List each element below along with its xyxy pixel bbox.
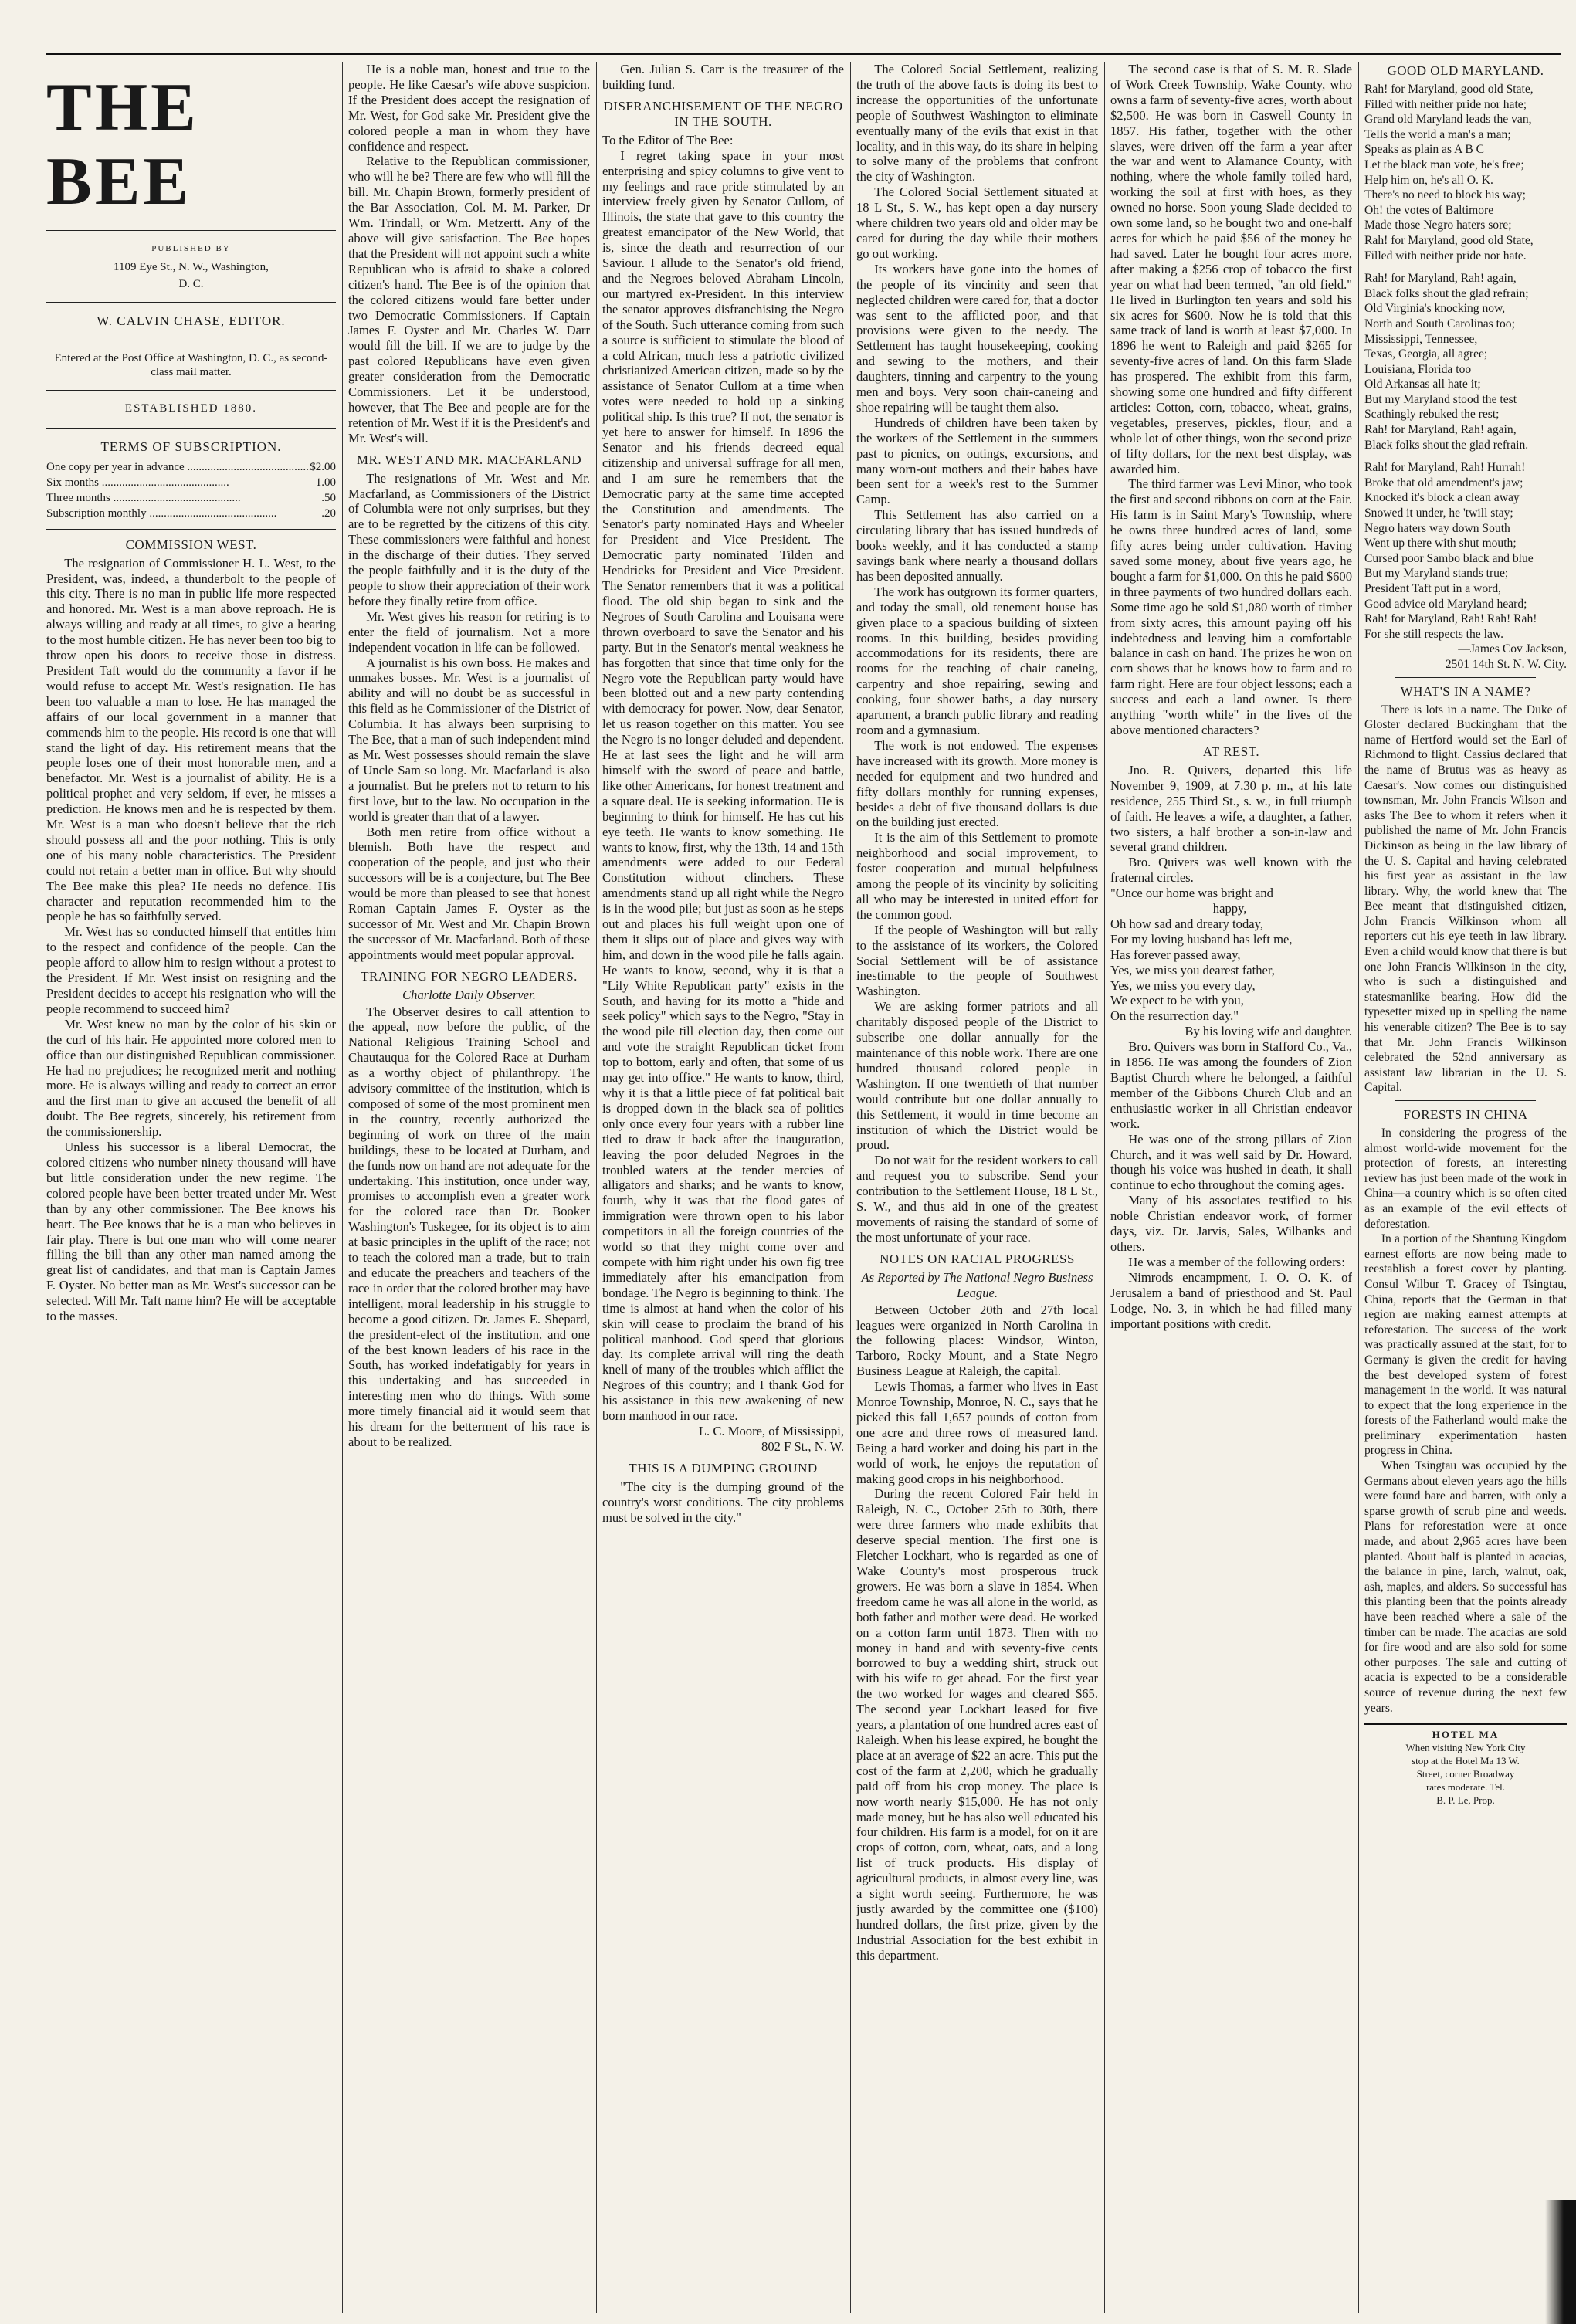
headline-at-rest: AT REST.	[1202, 744, 1260, 759]
paragraph: Lewis Thomas, a farmer who lives in East Monroe Township, Monroe, N. C., says that he picked this fall 1,657 pounds of cotton from one acre and three rows of measured land. Being a hard worker and doing his part in the world of work, he enjoys the reputation of making good crops in his neighborhood.	[856, 1379, 1098, 1486]
verse-line: Negro haters way down South	[1364, 521, 1510, 535]
paragraph: If the people of Washington will but rally to the assistance of its workers, the Colored Social Settlement will be of assistance inestimable to the people of Southwest Washington.	[856, 922, 1098, 999]
published-by: PUBLISHED BY	[151, 244, 231, 253]
verse-line: Mississippi, Tennessee,	[1364, 332, 1478, 346]
verse-line: Rah! for Maryland, good old State,	[1364, 233, 1534, 247]
verse-line: Knocked it's block a clean away	[1364, 491, 1520, 505]
headline-racial-progress: NOTES ON RACIAL PROGRESS	[880, 1251, 1075, 1266]
verse-line: Made those Negro haters sore;	[1364, 219, 1512, 232]
verse-line: Old Virginia's knocking now,	[1364, 302, 1506, 316]
address-line-2: D. C.	[178, 277, 204, 290]
verse-line: But my Maryland stood the test	[1364, 392, 1517, 406]
paragraph: The second case is that of S. M. R. Slade of Work Creek Township, Wake County, who owns a farm of seventy-five acres, worth about $2,500. He was born in Caswell County in 1857. His father, together with the other slaves, were driven off the farm a year after the war and went to Alamance County, with nothing, where the whole family toiled hard, working the soil at first with hoes, as they owned no horse. Soon young Slade decided to own some land, so he bought two and one-half acres for which he paid $56 of the money he had saved. Later he bought four acres more, after making a $256 crop of tobacco the first year on what had been termed, "an old field." He lived in Burlington ten years and sold his six acres for $600. Now he is told that this same track of land is worth at least $7,000. In 1896 he went to Raleigh and paid $265 for seventy-five acres of land. On this farm Slade has prospered. The exhibit from this farm, showing some one hundred and fifty different articles: Cotton, corn, tobacco, wheat, grains, vegetables, preserves, pickles, flour, and a whole lot of other things, won the second prize of fifty dollars, for the next best display, was awarded him.	[1110, 62, 1352, 476]
paragraph: When Tsingtau was occupied by the Germans about eleven years ago the hills were found bare and barren, with only a sparse growth of scrub pine and weeds. Plans for reforestation were at once made, and about 2,965 acres have been planted. About half is planted in acacias, the balance in pine, larch, walnut, oak, ash, maples, and alders. So successful has this planting been that the points already have been reached where a sale of the timber can be made. The acacias are sold for fire wood and are also sold for some other purposes. The sale and cutting of acacia is expected to be a considerable source of revenue during the next few years.	[1364, 1459, 1567, 1715]
headline-disfranchisement: DISFRANCHISEMENT OF THE NEGRO IN THE SOUTH.	[603, 98, 843, 129]
hotel-ad-line: Street, corner Broadway	[1416, 1768, 1515, 1780]
masthead	[46, 71, 336, 429]
verse-line: Yes, we miss you every day,	[1110, 977, 1256, 993]
salutation: To the Editor of The Bee:	[602, 132, 734, 147]
paragraph: The resignation of Commissioner H. L. West, to the President, was, indeed, a thunderbolt to the people of this city. There is no man in public life more respected and honored. Mr. West is a man above reproach. He is always willing and ready at all times, to give a hearing to the most humble citizen. He has never been too big to throw open his doors to receive those in distress. President Taft would do the community a favor if he would refuse to accept Mr. West's resignation. He has been too valuable a man to lose. He has managed the affairs of our local government in a manner that commends him to the people. His record is one that will stand the light of day. His retirement means that the people loses one of their most honorable men, and a benefactor. Mr. West is a journalist of ability. He is a political prophet and very seldom, if ever, he misses a prediction. He knows men and he is respected by them. Mr. West is a man who doesn't believe that the rich should possess all and the poor nothing. This is only one of his many noble characteristics. The President could not retain a better man in office. But why should The Bee make this plea? He needs no defence. His character and reputation recommended him to the people he has so faithfully served.	[46, 555, 336, 924]
paragraph: The work is not endowed. The expenses have increased with its growth. More money is needed for equipment and two hundred and fifty dollars monthly for running expenses, besides a debt of five thousand dollars is due on the building just erected.	[856, 737, 1098, 830]
paragraph: Gen. Julian S. Carr is the treasurer of the building fund.	[602, 62, 844, 92]
headline-dumping-ground: THIS IS A DUMPING GROUND	[629, 1460, 818, 1475]
paragraph: There is lots in a name. The Duke of Gloster declared Buckingham that the name of Hertford would set the Earl of Richmond to flight. Cassius declared that the name of Brutus was as heavy as Caesar's. Now comes our distinguished townsman, Mr. John Francis Wilson and asks The Bee to whom it refers when it published the name of Mr. John Francis Dickinson as being in the law library of the U. S. Capital and having celebrated his first year as assistant in the law library. Why, the world knew that The Bee meant that distinguished citizen, John Francis Wilkinson whom all reporters cut his eye teeth in law library. Even a child would know that there is but one John Francis Wilkinson in the city, who is such a distinguished and statesmanlike bearing. How did the typesetter mixed up in spelling the name his venerable citizen? The Bee is to say that Mr. John Francis Wilkinson celebrated the 52nd anniversary as assistant law librarian in the U. S. Capital.	[1364, 703, 1567, 1095]
column-1	[46, 62, 336, 2315]
column-6	[1364, 62, 1567, 2315]
paragraph: It is the aim of this Settlement to promote neighborhood and social improvement, to foster cooperation and mutual helpfulness among the people of its vincinity by soliciting all who may be interested in united effort for the common good.	[856, 830, 1098, 922]
signature: 2501 14th St. N. W. City.	[1445, 657, 1567, 671]
hotel-ad-line: stop at the Hotel Ma 13 W.	[1412, 1755, 1520, 1767]
verse-line: Oh! the votes of Baltimore	[1364, 203, 1494, 217]
verse-line: happy,	[1212, 901, 1247, 916]
editor-name: W. CALVIN CHASE, EDITOR.	[97, 313, 286, 328]
verse-line: But my Maryland stands true;	[1364, 567, 1509, 581]
masthead-title: THE BEE	[46, 70, 199, 219]
signature: 802 F St., N. W.	[761, 1438, 844, 1454]
paragraph: I regret taking space in your most enterprising and spicy columns to give vent to my feelings and race pride stimulated by an interview freely given by Senator Cullom, of Illinois, the state that gave to this country the greatest emancipator of the New World, that is, since the death and resurrection of our Saviour. I allude to the Senator's old friend, and the Negroes beloved Abraham Lincoln, our martyred ex-President. In this interview the senator approves disfranchising the Negro of the South. Such utterance coming from such a source is sufficient to stimulate the blood of a cold African, much less a patriotic civilized christianized American citizen, made so by the assistance of Senator Cullom at a time when votes were needed to hold up a sinking political ship. Is this true? If not, the senator is yet here to answer for himself. In 1896 the Senator and his friends decreed equal citizenship and universal suffrage for all men, and I am sure he remembers that the Democratic party at the same time accepted the Constitution and amendments. The Senator's party nominated Hays and Wheeler for President and Vice President. The Democratic party nominated Tilden and Hendricks for President and Vice President. The Senator remembers that it was a political flood. The old ship began to sink and the Negroes of South Carolina and Louisana were thrown overboard to save the Senator and his party. But in the Senator's mental weakness he has forgotten that since that time only for the Negro vote the Republican party would have been blotted out and a new party contending with democracy for power. Now, dear Senator, let us reason together on this matter. You see the Negro is no longer deluded and dependent. He at last sees the light and he will arm himself with the sword of peace and battle, like other Americans, for honest treatment and a square deal. He is seeking information. He is beginning to think for himself. He has cut his eye teeth. He wants to know something. He wants to know, first, why the 13th, 14 and 15th amendments were added to our Federal Constitution without clinchers. These amendments stand up all right while the Negro is in the wood pile; but just as soon as he steps out and places his full weight upon one of them it slips out of place and gives way with him, and down in the wood pile he falls again. He wants to know, second, why it is that a "Lily White Republican party" exists in the South, and having for its motto a "hide and seek policy" which says to the Negro, "Stay in the wood pile till election day, then come out and vote the straight Republican ticket from top to bottom, early and often, that some of us may get into office." He wants to know, third, why it is that a little piece of fat political bait is dropped down in the black sea of politics only once every four years with a rubber line tied to draw it back after the inauguration, leaving the poor deluded Negroes in the troubled waters at the tender mercies of alligators and sharks; and he wants to know, fourth, why it was that the flood gates of immigration were thrown open to his labor competitors in all the foreign countries of the world so that they might come over and compete with him right under his own fig tree immediately after his emancipation from bondage. The Negro is beginning to think. The time is almost at hand when the color of his skin will cease to proclaim the brand of his political manhood. God speed that glorious day. Its complete arrival will ring the death knell of many of the troubles which afflict the Negroes of this country; and I thank God for his assistance in this new awakening of new born manhood in our race.	[602, 147, 844, 1424]
verse-line: Grand old Maryland leads the van,	[1364, 113, 1532, 127]
signature: L. C. Moore, of Mississippi,	[698, 1423, 844, 1438]
paragraph: Both men retire from office without a blemish. Both have the respect and cooperation of the people, and just who their successors will be is a conjecture, but The Bee would be more than pleased to see that honest Roman Captain James F. Oyster as the successor of Mr. West and Mr. Chapin Brown the successor of Mr. Macfarland. Both of these appointments would meet popular approval.	[348, 824, 590, 962]
signature: —James Cov Jackson,	[1458, 642, 1567, 656]
verse-line: Went up there with shut mouth;	[1364, 537, 1517, 551]
verse-line: Speaks as plain as A B C	[1364, 143, 1485, 157]
paragraph: The Colored Social Settlement, realizing the truth of the above facts is doing its best to increase the opportunities of the unfortunate people of Southwest Washington to eliminate eventually many of the evils that exist in that locality, and in this way, do its share in helping to solve many of the problems that confront the city of Washington.	[856, 62, 1098, 185]
paragraph: This Settlement has also carried on a circulating library that has issued hundreds of books weekly, and it has conducted a stamp savings bank where nearly a thousand dollars has been deposited annually.	[856, 507, 1098, 584]
verse-line: We expect to be with you,	[1110, 993, 1244, 1008]
dateline: As Reported by The National Negro Business League.	[861, 1269, 1093, 1300]
poem-maryland	[1364, 82, 1567, 642]
column-2	[348, 62, 590, 2315]
verse-line: Old Arkansas all hate it;	[1364, 378, 1481, 391]
paragraph: He is a noble man, honest and true to the people. He like Caesar's wife above suspicion. If the President does accept the resignation of Mr. West, for God sake Mr. President give the colored people a man in whom they have confidence and respect.	[348, 62, 590, 154]
paragraph: "The city is the dumping ground of the country's worst conditions. The city problems must be solved in the city."	[602, 1479, 844, 1525]
headline-training-leaders: TRAINING FOR NEGRO LEADERS.	[361, 968, 578, 984]
column-divider	[342, 62, 343, 2313]
paragraph: Mr. West has so conducted himself that entitles him to the respect and confidence of the people. Can the people afford to allow him to resign without a protest to the President. If Mr. West insist on resigning and the President decides to accept his resignation who will the people recommend to succeed him?	[46, 924, 336, 1016]
paragraph: A journalist is his own boss. He makes and unmakes bosses. Mr. West is a journalist of ability and will no doubt be as successful in this field as he Commissioner of the District of Columbia. It has always been surprising to The Bee, that a man of such independent mind as Mr. West possesses should remain the slave of Uncle Sam so long. Mr. Macfarland is also a journalist. But he prefers not to return to his first love, but to the law. No occupation in the world is greater than that of a lawyer.	[348, 655, 590, 824]
paragraph: Many of his associates testified to his noble Christian endeavor work, of former days, viz. Dr. Jarvis, Sales, Wilbanks and others.	[1110, 1193, 1352, 1254]
stanza-break	[1364, 452, 1567, 460]
verse-line: Louisiana, Florida too	[1364, 362, 1472, 376]
column-3	[602, 62, 844, 2315]
column-divider	[596, 62, 597, 2313]
paragraph: We are asking former patriots and all charitably disposed people of the District to subscribe one dollar annually for the maintenance of this noble work. There are one hundred thousand colored people in Washington. If one twentieth of that number would contribute but one dollar annually to this Settlement, it would in time become an institution of which the District would be proud.	[856, 999, 1098, 1153]
paragraph: Relative to the Republican commissioner, who will he be? There are few who will fill the bill. Mr. Chapin Brown, formerly president of the Bar Association, Col. M. M. Parker, Dr Wm. Trindall, or Wm. Metzertt. Any of the above will give satisfaction. The Bee hopes that the President will not appoint such a white Republican who is afraid to shake a colored citizen's hand. The Bee is of the opinion that the colored citizens would fare better under two Democratic Commissioners. If Captain James F. Oyster and Mr. Charles W. Darr would fill the bill. If we are to judge by the past colored Republicans have even given greater consideration from the Democratic Commissioners. Let it be understood, however, that The Bee and people are for the retention of Mr. West if it is the President's and Mr. West's will.	[348, 154, 590, 445]
verse-line: Broke that old amendment's jaw;	[1364, 476, 1523, 490]
verse-line: Black folks shout the glad refrain;	[1364, 286, 1529, 300]
paragraph: Mr. West gives his reason for retiring is to enter the field of journalism. Not a more independent vocation in life can be followed.	[348, 608, 590, 655]
hotel-ad-title: HOTEL MA	[1432, 1729, 1500, 1741]
paragraph: He was one of the strong pillars of Zion Church, and it was well said by Dr. Howard, though his voice was hushed in death, it shall continue to echo throughout the coming ages.	[1110, 1131, 1352, 1193]
verse-line: Oh how sad and dreary today,	[1110, 916, 1263, 931]
paragraph: Do not wait for the resident workers to call and request you to subscribe. Send your contribution to the Settlement House, 18 L St., S. W., and thus aid in one of the greatest movements of raising the standard of some of the most unfortunate of your race.	[856, 1153, 1098, 1245]
hotel-ad-line: rates moderate. Tel.	[1425, 1781, 1506, 1794]
verse-line: Good advice old Maryland heard;	[1364, 597, 1527, 611]
column-divider	[1358, 62, 1359, 2313]
top-rule	[46, 53, 1561, 55]
paragraph: In a portion of the Shantung Kingdom earnest efforts are now being made to reestablish a forest cover by planting. Consul Wilbur T. Gracey of Tsingtau, China, reports that the German in that region are making earnest attempts at reforestation. The success of the work was practically assured at the start, for to Germany is given the credit for having the best developed system of forest management in the world. It was natural to expect that the long experience in the forests of the Fatherland would make the preliminary experimentation hasten progress in China.	[1364, 1232, 1567, 1458]
verse-line: Tells the world a man's a man;	[1364, 127, 1511, 141]
paragraph: Unless his successor is a liberal Democrat, the colored citizens who number ninety thousand will have but little consideration under the new regime. The colored people have been better treated under Mr. West than by any other commissioner. The Bee knows his heart. The Bee knows that he is a man who believes in fair play. There is but one man who will come nearer filling the bill than any other man named among the great list of candidates, and that man is Captain James F. Oyster. No better man as Mr. West's successor can be selected. Will Mr. Taft name him? He will be acceptable to the masses.	[46, 1140, 336, 1324]
verse-line: North and South Carolinas too;	[1364, 317, 1515, 330]
verse-line: Texas, Georgia, all agree;	[1364, 347, 1488, 361]
paragraph: During the recent Colored Fair held in Raleigh, N. C., October 25th to 30th, there were three farmers who made exhibits that deserve special mention. The first one is Fletcher Lockhart, who is regarded as one of Wake County's most prosperous truck growers. He was born a slave in 1854. When freedom came he was all alone in the world, as both father and mother were dead. He worked on a cotton farm until 1873. Then with no money in hand and with seventy-five cents borrowed to buy a wedding shirt, struck out with his wife to get ahead. For the first year the two worked for wages and cleared $65. The second year Lockhart leased for five years, a plantation of one hundred acres east of Raleigh. When his lease expired, he bought the place at an average of $22 an acre. This put the cost of the farm at 2,200, which he gradually paid off from his crop money. The place is now worth nearly $15,000. He has not only made money, but he has also well educated his four children. His farm is a model, for on it are crops of cotton, corn, wheat, oats, and a long list of truck products. His display of agricultural products, in almost every line, was a sight worth seeing. Furthermore, he was justly awarded by the committee one ($100) hundred dollars, the first prize, given by the Industrial Association for the best exhibit in this department.	[856, 1486, 1098, 1963]
column-divider	[1104, 62, 1105, 2313]
column-4	[856, 62, 1098, 2315]
verse-line: Has forever passed away,	[1110, 947, 1241, 962]
headline-commission-west: COMMISSION WEST.	[125, 537, 257, 552]
paragraph: The work has outgrown its former quarters, and today the small, old tenement house has given place to a spacious building of sixteen rooms. In this building, besides providing accommodations for its residents, there are rooms for the teaching of chair caneing, carpentry and shoe repairing, sewing and cooking, four shower baths, a day nursery apartment, a branch public library and reading room and a gymnasium.	[856, 584, 1098, 737]
paragraph: Mr. West knew no man by the color of his skin or the curl of his hair. He appointed more colored men to office than our distinguished Republican commissioner. He had no prejudices; he recognized merit and nothing more. He is always willing and ready to correct an error and the first man to give an accused the benefit of all doubt. The Bee regrets, sincerely, his retirement from the commissionership.	[46, 1016, 336, 1140]
verse-line: Black folks shout the glad refrain.	[1364, 438, 1529, 452]
paragraph: Bro. Quivers was born in Stafford Co., Va., in 1856. He was among the founders of Zion Baptist Church where he belonged, a faithful member of the Gibbons Church Club and an enthusiastic worker in all Christian endeavor work.	[1110, 1039, 1352, 1131]
verse-line: Scathingly rebuked the rest;	[1364, 408, 1500, 422]
verse-line: Rah! for Maryland, Rah! again,	[1364, 272, 1517, 286]
paragraph: In considering the progress of the almost world-wide movement for the protection of forests, an interesting review has just been made of the work in China—a country which is so often cited as an example of the evil effects of deforestation.	[1364, 1126, 1567, 1231]
headline-west-macfarland: MR. WEST AND MR. MACFARLAND	[356, 452, 582, 467]
dateline: Charlotte Daily Observer.	[402, 987, 536, 1002]
column-5	[1110, 62, 1352, 2315]
paragraph: Jno. R. Quivers, departed this life November 9, 1909, at 7.30 p. m., at his late residence, 255 Third St., s. w., in full triumph of faith. He leaves a wife, a daughter, a father, two sisters, a half brother a son-in-law and several grand children.	[1110, 762, 1352, 855]
paragraph: Hundreds of children have been taken by the workers of the Settlement in the summers past to picnics, on outings, excursions, and many worn-out mothers and their babes have been sent for a week's rest to the Summer Camp.	[856, 415, 1098, 507]
paragraph: He was a member of the following orders:	[1128, 1254, 1345, 1269]
verse-line: Yes, we miss you dearest father,	[1110, 962, 1275, 977]
terms-title: TERMS OF SUBSCRIPTION.	[100, 439, 282, 454]
headline-forests-china: FORESTS IN CHINA	[1403, 1107, 1528, 1122]
paragraph: The resignations of Mr. West and Mr. Macfarland, as Commissioners of the District of Columbia were not only surprises, but they are to be regretted by the citizens of this city. These commissioners were faithful and honest in the discharge of their duties. They served the people faithfully and it is the duty of the people to show their appreciation of their work before they finally retire from office.	[348, 470, 590, 608]
verse-line: For she still respects the law.	[1364, 627, 1504, 641]
paragraph: The Observer desires to call attention to the appeal, now before the public, of the National Religious Training School and Chautauqua for the Colored Race at Durham as a worthy object of philanthropy. The advisory committee of the institution, which is composed of some of the most prominent men in the country, recently authorized the beginning of work on three of the main buildings, these to be located at Durham, and the funds now on hand are not adequate for the undertaking. This institution, once under way, promises to accomplish even a greater work for the colored race than Dr. Booker Washington's Tuskegee, for its object is to aim at basic principles in the uplift of the race; not to teach the colored man a trade, but to train and educate the preachers and teachers of the race in order that the colored brother may have intelligent, moral leadership in his struggle to become a good citizen. Dr. James E. Shepard, the president-elect of the institution, and one of the best known leaders of his race in the South, has worked indefatigably for years in this undertaking and has succeeded in interesting men who do things. With some more timely financial aid it would seem that his dream for the betterment of his race is about to be realized.	[348, 1004, 590, 1449]
paragraph: Nimrods encampment, I. O. O. K. of Jerusalem a band of priesthood and St. Paul Lodge, No. 3, in which he had filled many important positions with credit.	[1110, 1269, 1352, 1331]
terms-row: Six months ..... 1.00	[46, 475, 336, 490]
terms-row: Three months ..... .50	[46, 490, 336, 506]
verse-signature: By his loving wife and daughter.	[1185, 1024, 1352, 1039]
paragraph: The third farmer was Levi Minor, who took the first and second ribbons on corn at the Fair. His farm is in Saint Mary's Township, where he owns three hundred acres of land, some fifty acres being under cultivation. Having saved some money, about five years ago, he bought a farm for $1,000. On this he paid $600 in three payments of two hundred dollars each. Some time ago he sold $1,080 worth of timber from sixty acres, this amount paying off his indebtedness and leaving him a comfortable balance in cash on hand. The prizes he won on corn shows that he knows how to farm and to farm right. Here are four object lessons; each a success and each a land owner. Is there anything "worth while" in the lives of the above mentioned characters?	[1110, 476, 1352, 737]
verse-line: "Once our home was bright and	[1110, 886, 1273, 901]
hotel-ad-line: When visiting New York City	[1405, 1742, 1526, 1754]
scan-edge-shadow	[1545, 2200, 1576, 2324]
paragraph: Between October 20th and 27th local leagues were organized in North Carolina in the following places: Windsor, Winton, Tarboro, Rocky Mount, and a State Negro Business League at Raleigh, the capital.	[856, 1302, 1098, 1379]
verse-line: Snowed it under, he 'twill stay;	[1364, 506, 1513, 520]
verse-line: Rah! for Maryland, Rah! Rah! Rah!	[1364, 612, 1537, 626]
established-line: ESTABLISHED 1880.	[124, 401, 258, 415]
headline-good-old-maryland: GOOD OLD MARYLAND.	[1387, 63, 1544, 78]
verse-line: Let the black man vote, he's free;	[1364, 158, 1524, 171]
column-divider	[850, 62, 851, 2313]
verse-line: Cursed poor Sambo black and blue	[1364, 551, 1534, 565]
verse-line: Filled with neither pride nor hate.	[1364, 249, 1527, 263]
paragraph: Bro. Quivers was well known with the fraternal circles.	[1110, 855, 1352, 886]
verse-line: Help him on, he's all O. K.	[1364, 173, 1493, 187]
verse-line: For my loving husband has left me,	[1110, 931, 1293, 947]
headline-whats-in-a-name: WHAT'S IN A NAME?	[1400, 683, 1531, 699]
verse-line: Rah! for Maryland, Rah! again,	[1364, 423, 1517, 437]
verse-line: Filled with neither pride nor hate;	[1364, 97, 1527, 111]
verse-line: Rah! for Maryland, good old State,	[1364, 83, 1534, 96]
paragraph: Its workers have gone into the homes of the people of its vincinity and seen that neglected children were cared for, that a doctor was sent to the afflicted poor, and that provisions were given to the needy. The Settlement has taught housekeeping, cooking and sewing to the mothers, and their daughters, tinning and carpentry to the young men and boys. Very soon chair-caneing and shoe repairing will be taught them also.	[856, 261, 1098, 415]
verse-line: On the resurrection day."	[1110, 1008, 1239, 1024]
stanza-break	[1364, 263, 1567, 271]
paragraph: The Colored Social Settlement situated at 18 L St., S. W., has kept open a day nursery where children two years old and older may be cared for during the day while their mothers go out working.	[856, 185, 1098, 261]
terms-row: One copy per year in advance ..... $2.00	[46, 459, 336, 475]
verse	[1110, 886, 1352, 1024]
address-line-1: 1109 Eye St., N. W., Washington,	[114, 260, 269, 273]
verse-line: President Taft put in a word,	[1364, 582, 1502, 595]
hotel-ad-line: B. P. Le, Prop.	[1436, 1794, 1495, 1807]
post-office-notice: Entered at the Post Office at Washington, D. C., as second-class mail matter.	[54, 351, 328, 378]
terms-row: Subscription monthly ..... .20	[46, 506, 336, 521]
hotel-advertisement	[1364, 1723, 1567, 1807]
verse-line: There's no need to block his way;	[1364, 188, 1526, 202]
verse-line: Rah! for Maryland, Rah! Hurrah!	[1364, 461, 1526, 475]
